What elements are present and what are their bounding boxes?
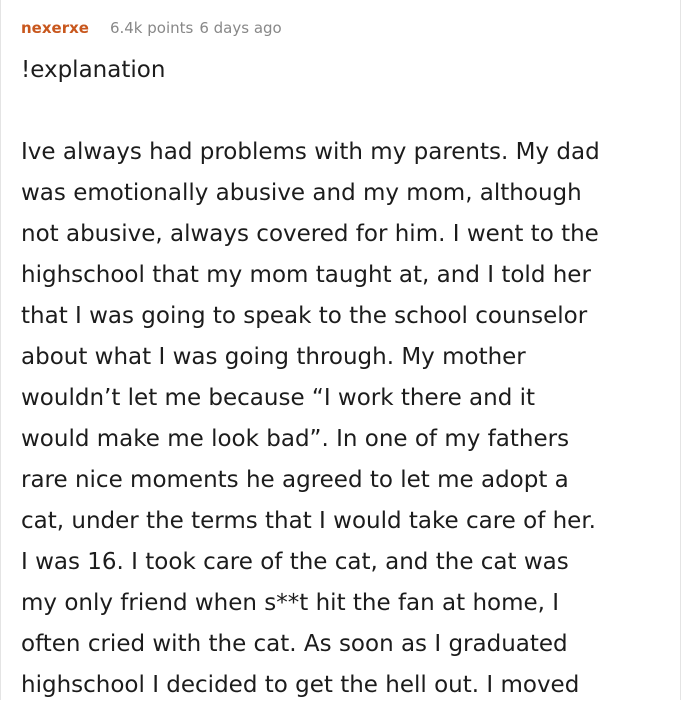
- comment-first-line: !explanation: [21, 57, 166, 83]
- comment-line-9: rare nice moments he agreed to let me adopt a: [21, 467, 569, 493]
- comment-header: [21, 15, 282, 41]
- comment-line-3: not abusive, always covered for him. I went to the: [21, 221, 599, 247]
- comment-line-1: Ive always had problems with my parents. My dad: [21, 139, 600, 165]
- comment-line-14: highschool I decided to get the hell out. I moved: [21, 672, 580, 698]
- comment-line-7: wouldn’t let me because “I work there and it: [21, 385, 536, 411]
- comment-author-link[interactable]: nexerxe: [21, 19, 89, 37]
- comment-meta: [110, 19, 282, 37]
- comment-line-11: I was 16. I took care of the cat, and the cat was: [21, 549, 569, 575]
- comment-line-10: cat, under the terms that I would take care of her.: [21, 508, 596, 534]
- comment-line-12: my only friend when s**t hit the fan at home, I: [21, 590, 560, 616]
- comment-age: 6 days ago: [199, 19, 282, 37]
- comment-line-8: would make me look bad”. In one of my fathers: [21, 426, 570, 452]
- comment-line-6: about what I was going through. My mother: [21, 344, 526, 370]
- comment-line-5: that I was going to speak to the school counselor: [21, 303, 588, 329]
- comment-line-13: often cried with the cat. As soon as I graduated: [21, 631, 568, 657]
- paragraph-gap: [21, 91, 666, 132]
- comment-points: 6.4k points: [109, 19, 194, 37]
- comment-body: [21, 50, 666, 706]
- comment-line-4: highschool that my mom taught at, and I told her: [21, 262, 591, 288]
- comment-line-2: was emotionally abusive and my mom, although: [21, 180, 582, 206]
